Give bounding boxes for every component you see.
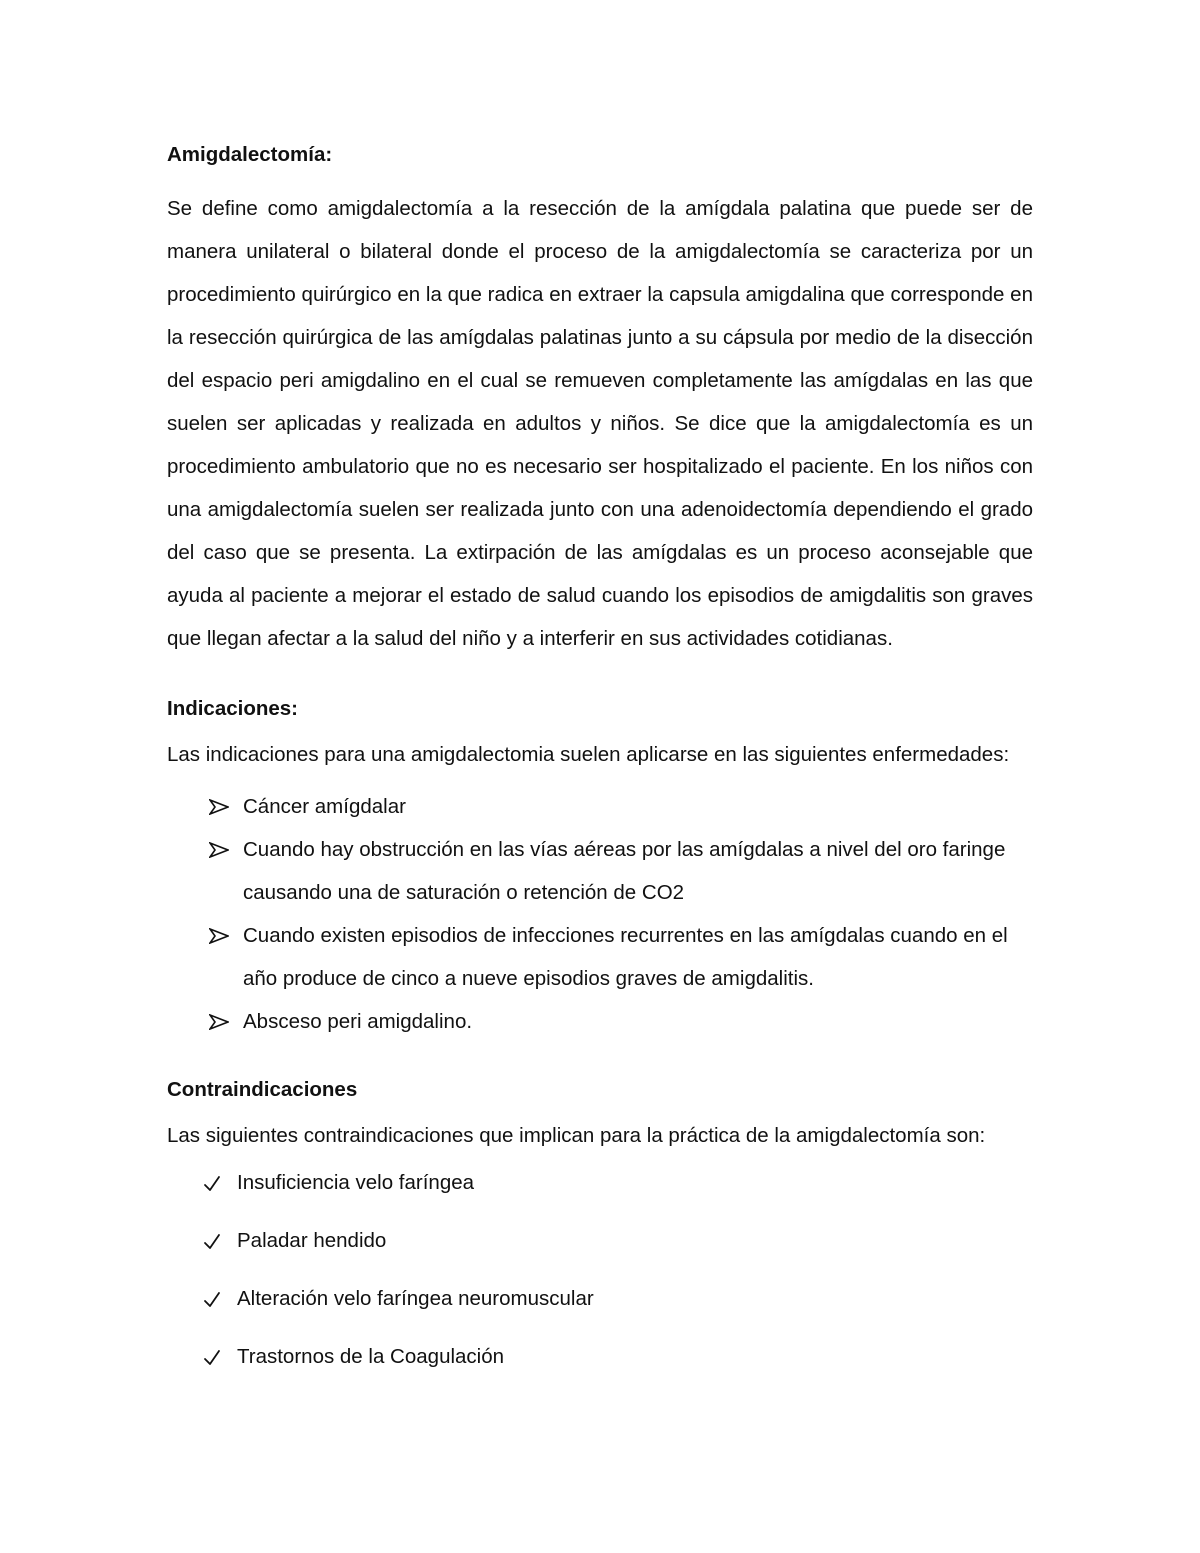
arrowhead-bullet-icon [209, 1000, 231, 1043]
document-page [167, 140, 1033, 1400]
list-item-text: Cuando hay obstrucción en las vías aéreas por las amígdalas a nivel del oro faringe causando una de saturación o retención de CO2 [243, 838, 1006, 904]
section-intro-indicaciones: Las indicaciones para una amigdalectomia suelen aplicarse en las siguientes enfermedades: [167, 743, 1010, 766]
checkmark-bullet-icon [203, 1346, 221, 1364]
list-item-text: Alteración velo faríngea neuromuscular [237, 1287, 594, 1310]
checkmark-bullet-icon [203, 1230, 221, 1248]
list-item [167, 1000, 1033, 1043]
arrowhead-bullet-icon [209, 828, 231, 871]
list-item-text: Trastornos de la Coagulación [237, 1345, 505, 1368]
contraindications-list [167, 1168, 1033, 1372]
list-item-text: Cáncer amígdalar [243, 795, 406, 818]
section-heading-indicaciones: Indicaciones: [167, 697, 299, 720]
list-item [167, 1168, 1033, 1198]
list-item [167, 1342, 1033, 1372]
list-item [167, 1284, 1033, 1314]
list-item [167, 1226, 1033, 1256]
section-heading-amigdalectomia: Amigdalectomía: [167, 143, 333, 166]
section-heading-contraindicaciones: Contraindicaciones [167, 1078, 358, 1101]
list-item [167, 828, 1033, 914]
list-item-text: Absceso peri amigdalino. [243, 1010, 473, 1033]
indications-list [167, 785, 1033, 1043]
arrowhead-bullet-icon [209, 914, 231, 957]
arrowhead-bullet-icon [209, 785, 231, 828]
list-item-text: Paladar hendido [237, 1229, 387, 1252]
section-intro-contraindicaciones: Las siguientes contraindicaciones que implican para la práctica de la amigdalectomía son: [167, 1124, 986, 1147]
list-item-text: Insuficiencia velo faríngea [237, 1171, 475, 1194]
checkmark-bullet-icon [203, 1172, 221, 1190]
list-item-text: Cuando existen episodios de infecciones recurrentes en las amígdalas cuando en el año produce de cinco a nueve episodios graves de amigdalitis. [243, 924, 1008, 990]
section-paragraph-definition: Se define como amigdalectomía a la resección de la amígdala palatina que puede ser de manera unilateral o bilateral donde el proceso de la amigdalectomía se caracteriza por un procedimiento quirúrgico en la que radica en extraer la capsula amigdalina que corresponde en la resección quirúrgica de las amígdalas palatinas junto a su cápsula por medio de la disección del espacio peri amigdalino en el cual se remueven completamente las amígdalas en las que suelen ser aplicadas y realizada en adultos y niños. Se dice que la amigdalectomía es un procedimiento ambulatorio que no es necesario ser hospitalizado el paciente. En los niños con una amigdalectomía suelen ser realizada junto con una adenoidectomía dependiendo el grado del caso que se presenta. La extirpación de las amígdalas es un proceso aconsejable que ayuda al paciente a mejorar el estado de salud cuando los episodios de amigdalitis son graves que llegan afectar a la salud del niño y a interferir en sus actividades cotidianas. [167, 197, 1033, 650]
list-item [167, 914, 1033, 1000]
checkmark-bullet-icon [203, 1288, 221, 1306]
list-item [167, 785, 1033, 828]
